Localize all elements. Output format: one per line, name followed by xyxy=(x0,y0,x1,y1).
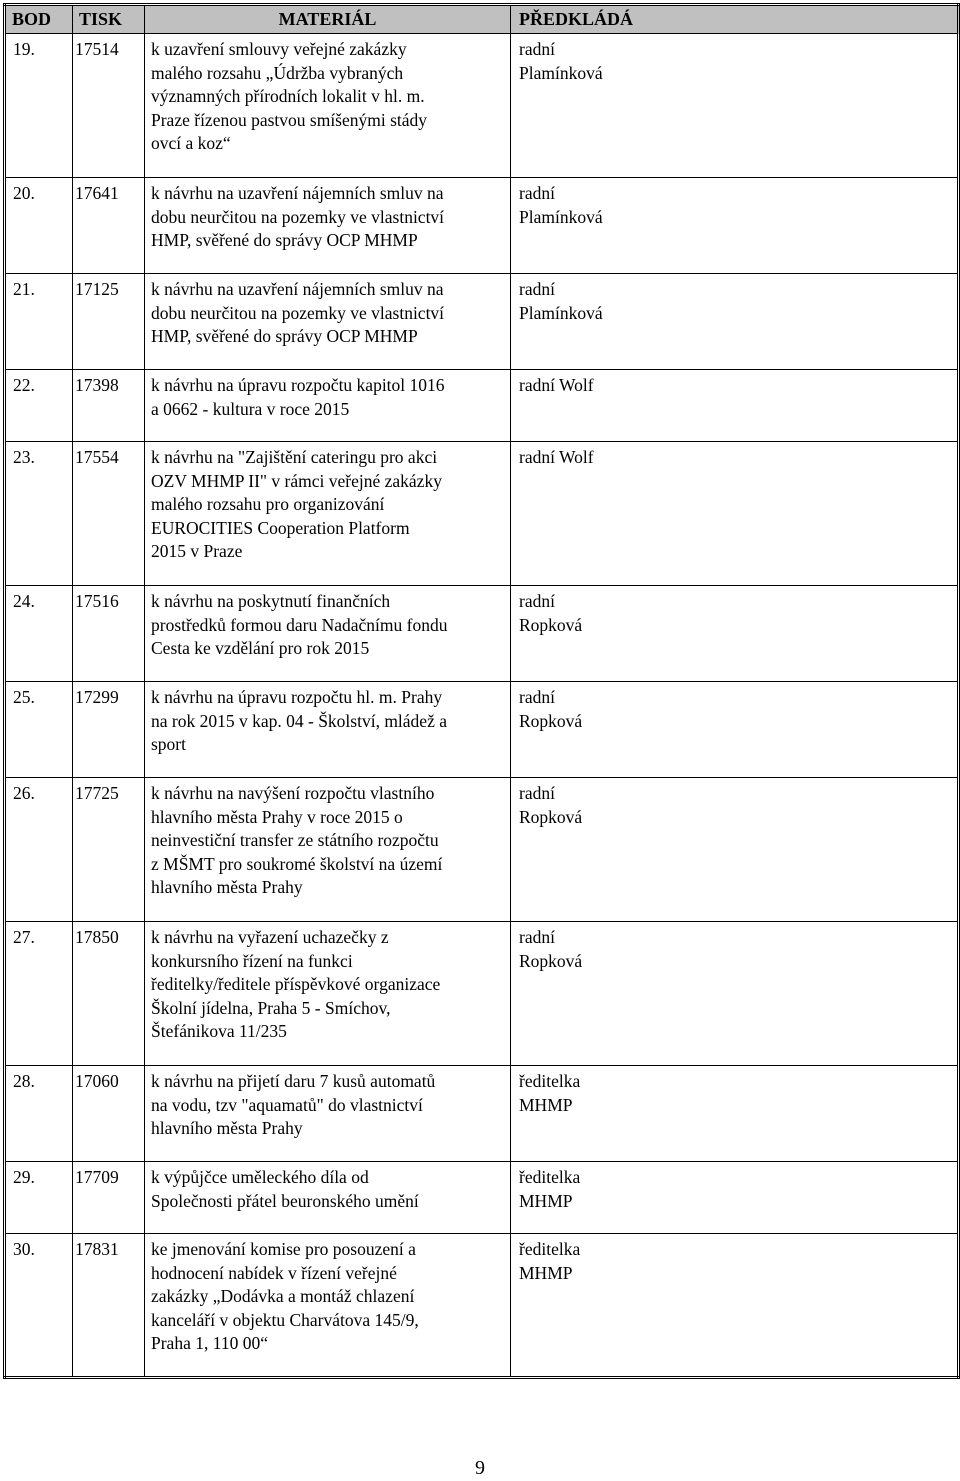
table-row xyxy=(5,1162,959,1234)
material-line: k návrhu na navýšení rozpočtu vlastního xyxy=(151,783,435,803)
predklada-line: ředitelka xyxy=(519,1071,581,1091)
material-line: zakázky „Dodávka a montáž chlazení xyxy=(151,1286,415,1306)
predklada-line: MHMP xyxy=(519,1262,573,1283)
table-row xyxy=(5,586,959,682)
material-cell xyxy=(145,682,511,778)
material-line: hodnocení nabídek v řízení veřejné xyxy=(151,1262,397,1283)
material-line: na rok 2015 v kap. 04 - Školství, mládež a xyxy=(151,710,447,731)
material-line: z MŠMT pro soukromé školství na území xyxy=(151,853,443,874)
header-row xyxy=(5,5,959,34)
table-row xyxy=(5,682,959,778)
predklada-line: Ropková xyxy=(519,710,583,731)
material-line: malého rozsahu pro organizování xyxy=(151,494,385,514)
tisk-cell: 17709 xyxy=(73,1162,145,1234)
material-cell xyxy=(145,1234,511,1378)
material-line: konkursního řízení na funkci xyxy=(151,950,353,971)
material-line: k návrhu na uzavření nájemních smluv na xyxy=(151,279,444,299)
material-line: sport xyxy=(151,734,186,754)
predklada-cell xyxy=(511,1162,959,1234)
predklada-line: Ropková xyxy=(519,806,583,827)
material-line: prostředků formou daru Nadačnímu fondu xyxy=(151,614,448,635)
tisk-cell: 17831 xyxy=(73,1234,145,1378)
predklada-line: Ropková xyxy=(519,950,583,971)
bod-cell: 28. xyxy=(5,1066,73,1162)
material-line: hlavního města Prahy xyxy=(151,877,303,897)
bod-cell: 25. xyxy=(5,682,73,778)
header-tisk: TISK xyxy=(73,5,145,34)
predklada-cell xyxy=(511,442,959,586)
tisk-cell: 17554 xyxy=(73,442,145,586)
page-number: 9 xyxy=(475,1457,485,1479)
material-line: k výpůjčce uměleckého díla od xyxy=(151,1167,369,1187)
table-row xyxy=(5,1234,959,1378)
predklada-cell xyxy=(511,922,959,1066)
bod-cell: 22. xyxy=(5,370,73,442)
table-row xyxy=(5,34,959,178)
predklada-line: MHMP xyxy=(519,1190,573,1211)
header-bod: BOD xyxy=(5,5,73,34)
bod-cell: 21. xyxy=(5,274,73,370)
predklada-cell xyxy=(511,370,959,442)
predklada-line: Plamínková xyxy=(519,302,603,323)
material-line: Společnosti přátel beuronského umění xyxy=(151,1190,419,1211)
material-line: k návrhu na uzavření nájemních smluv na xyxy=(151,183,444,203)
header-predklada: PŘEDKLÁDÁ xyxy=(511,5,959,34)
material-line: HMP, svěřené do správy OCP MHMP xyxy=(151,326,418,346)
material-line: k návrhu na vyřazení uchazečky z xyxy=(151,927,389,947)
material-line: k návrhu na "Zajištění cateringu pro akci xyxy=(151,447,438,467)
material-cell xyxy=(145,34,511,178)
predklada-line: radní Wolf xyxy=(519,375,594,395)
material-line: malého rozsahu „Údržba vybraných xyxy=(151,62,404,83)
tisk-cell: 17725 xyxy=(73,778,145,922)
table-row xyxy=(5,370,959,442)
tisk-cell: 17398 xyxy=(73,370,145,442)
material-line: OZV MHMP II" v rámci veřejné zakázky xyxy=(151,470,442,491)
tisk-cell: 17514 xyxy=(73,34,145,178)
predklada-line: radní Wolf xyxy=(519,447,594,467)
bod-cell: 20. xyxy=(5,178,73,274)
predklada-line: Ropková xyxy=(519,614,583,635)
predklada-line: Plamínková xyxy=(519,206,603,227)
material-line: Školní jídelna, Praha 5 - Smíchov, xyxy=(151,997,391,1018)
tisk-cell: 17299 xyxy=(73,682,145,778)
tisk-cell: 17125 xyxy=(73,274,145,370)
material-line: 2015 v Praze xyxy=(151,541,243,561)
material-line: k návrhu na poskytnutí finančních xyxy=(151,591,391,611)
table-row xyxy=(5,274,959,370)
material-line: EUROCITIES Cooperation Platform xyxy=(151,517,410,538)
tisk-cell: 17060 xyxy=(73,1066,145,1162)
predklada-line: Plamínková xyxy=(519,62,603,83)
predklada-line: MHMP xyxy=(519,1094,573,1115)
material-cell xyxy=(145,178,511,274)
material-line: ovcí a koz“ xyxy=(151,133,231,153)
predklada-cell xyxy=(511,1066,959,1162)
material-line: k uzavření smlouvy veřejné zakázky xyxy=(151,39,407,59)
material-line: na vodu, tzv "aquamatů" do vlastnictví xyxy=(151,1094,423,1115)
predklada-line: radní xyxy=(519,183,555,203)
bod-cell: 19. xyxy=(5,34,73,178)
predklada-line: radní xyxy=(519,783,555,803)
material-line: k návrhu na úpravu rozpočtu kapitol 1016 xyxy=(151,375,445,395)
material-line: Cesta ke vzdělání pro rok 2015 xyxy=(151,638,370,658)
material-line: k návrhu na přijetí daru 7 kusů automatů xyxy=(151,1071,436,1091)
material-line: k návrhu na úpravu rozpočtu hl. m. Prahy xyxy=(151,687,443,707)
table-row xyxy=(5,1066,959,1162)
predklada-cell xyxy=(511,178,959,274)
material-cell xyxy=(145,922,511,1066)
predklada-cell xyxy=(511,1234,959,1378)
material-line: dobu neurčitou na pozemky ve vlastnictví xyxy=(151,302,445,323)
material-cell xyxy=(145,274,511,370)
predklada-cell xyxy=(511,274,959,370)
material-cell xyxy=(145,1066,511,1162)
material-line: ke jmenování komise pro posouzení a xyxy=(151,1239,416,1259)
material-line: a 0662 - kultura v roce 2015 xyxy=(151,398,350,419)
bod-cell: 26. xyxy=(5,778,73,922)
table-row xyxy=(5,178,959,274)
table-row xyxy=(5,778,959,922)
material-line: Praha 1, 110 00“ xyxy=(151,1333,268,1353)
material-line: HMP, svěřené do správy OCP MHMP xyxy=(151,230,418,250)
material-cell xyxy=(145,586,511,682)
material-cell xyxy=(145,778,511,922)
material-line: Praze řízenou pastvou smíšenými stády xyxy=(151,109,428,130)
bod-cell: 23. xyxy=(5,442,73,586)
bod-cell: 24. xyxy=(5,586,73,682)
predklada-line: ředitelka xyxy=(519,1239,581,1259)
material-line: hlavního města Prahy xyxy=(151,1118,303,1138)
material-line: neinvestiční transfer ze státního rozpočtu xyxy=(151,830,439,850)
predklada-line: radní xyxy=(519,927,555,947)
material-line: hlavního města Prahy v roce 2015 o xyxy=(151,806,403,827)
table-row xyxy=(5,922,959,1066)
tisk-cell: 17850 xyxy=(73,922,145,1066)
predklada-line: ředitelka xyxy=(519,1167,581,1187)
material-line: významných přírodních lokalit v hl. m. xyxy=(151,86,425,106)
agenda-table xyxy=(3,3,960,1379)
material-line: dobu neurčitou na pozemky ve vlastnictví xyxy=(151,206,445,227)
tisk-cell: 17516 xyxy=(73,586,145,682)
tisk-cell: 17641 xyxy=(73,178,145,274)
predklada-cell xyxy=(511,586,959,682)
agenda-body xyxy=(5,34,959,1378)
agenda-header xyxy=(5,5,959,34)
predklada-line: radní xyxy=(519,279,555,299)
table-row xyxy=(5,442,959,586)
material-line: kanceláří v objektu Charvátova 145/9, xyxy=(151,1309,419,1330)
material-cell xyxy=(145,1162,511,1234)
predklada-line: radní xyxy=(519,687,555,707)
predklada-line: radní xyxy=(519,591,555,611)
predklada-cell xyxy=(511,34,959,178)
predklada-cell xyxy=(511,778,959,922)
header-material: MATERIÁL xyxy=(145,5,511,34)
bod-cell: 27. xyxy=(5,922,73,1066)
material-line: ředitelky/ředitele příspěvkové organizace xyxy=(151,974,441,994)
material-cell xyxy=(145,442,511,586)
predklada-line: radní xyxy=(519,39,555,59)
material-line: Štefánikova 11/235 xyxy=(151,1021,287,1041)
material-cell xyxy=(145,370,511,442)
predklada-cell xyxy=(511,682,959,778)
bod-cell: 30. xyxy=(5,1234,73,1378)
bod-cell: 29. xyxy=(5,1162,73,1234)
